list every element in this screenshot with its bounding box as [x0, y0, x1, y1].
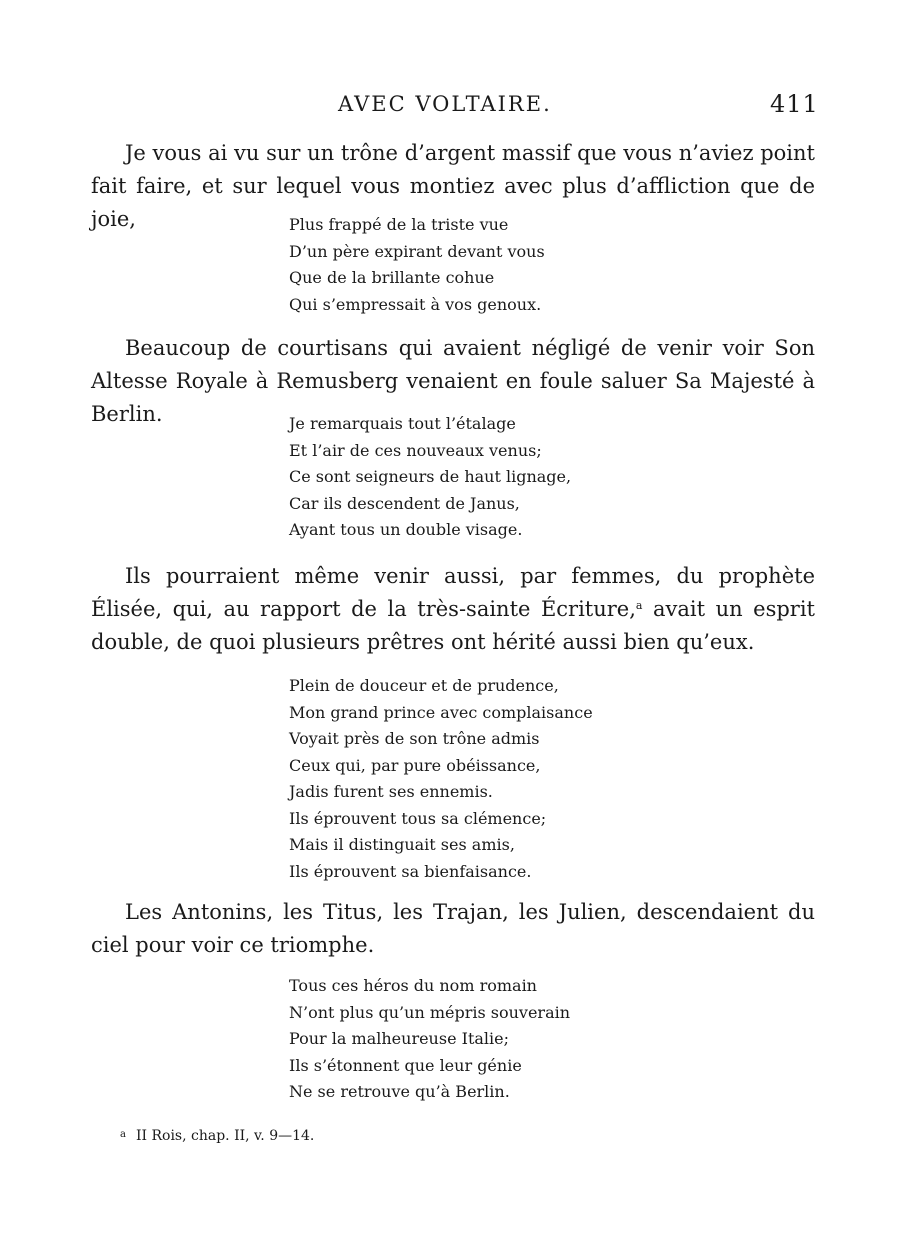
- verse-line: Tous ces héros du nom romain: [289, 976, 537, 995]
- verse-line: D’un père expirant devant vous: [289, 241, 545, 261]
- verse-line: Je remarquais tout l’étalage: [289, 414, 516, 433]
- paragraph-3: [91, 560, 815, 659]
- verse-line: Plein de douceur et de prudence,: [289, 676, 559, 695]
- verse-line: Ils éprouvent tous sa clémence;: [289, 808, 547, 828]
- paragraph-2: Beaucoup de courtisans qui avaient négligé de venir voir Son Altesse Royale à Remusberg venaient en foule saluer Sa Majesté à Berlin.: [91, 336, 815, 426]
- verse-line: Car ils descendent de Janus,: [289, 493, 520, 513]
- paragraph-1: Je vous ai vu sur un trône d’argent massif que vous n’aviez point fait faire, et sur lequel vous montiez avec plus d’affliction que de joie,: [91, 141, 815, 231]
- footnote: [120, 1128, 314, 1144]
- verse-line: Ayant tous un double visage.: [289, 520, 523, 539]
- footnote-reference: a: [635, 599, 643, 612]
- page-number: 411: [770, 90, 819, 118]
- paragraph-3-text: Ils pourraient même venir aussi, par femmes, du prophète Élisée, qui, au rapport de la très-sainte Écriture,: [91, 564, 815, 621]
- paragraph-3-text-continued: avait un esprit double, de quoi plusieurs prêtres ont hérité aussi bien qu’eux.: [91, 597, 815, 654]
- verse-line: Qui s’empressait à vos genoux.: [289, 294, 542, 314]
- verse-stanza-4: [289, 973, 570, 1106]
- footnote-mark: a: [120, 1129, 126, 1140]
- verse-line: N’ont plus qu’un mépris souverain: [289, 1002, 571, 1022]
- verse-line: Mon grand prince avec complaisance: [289, 702, 593, 722]
- verse-line: Voyait près de son trône admis: [289, 729, 540, 748]
- verse-stanza-1: [289, 212, 545, 318]
- verse-line: Pour la malheureuse Italie;: [289, 1029, 510, 1048]
- verse-line: Ils s’étonnent que leur génie: [289, 1055, 522, 1075]
- verse-line: Que de la brillante cohue: [289, 268, 495, 287]
- paragraph-4: Les Antonins, les Titus, les Trajan, les Julien, descendaient du ciel pour voir ce triomphe.: [91, 900, 815, 957]
- verse-line: Ceux qui, par pure obéissance,: [289, 755, 541, 775]
- running-title: AVEC VOLTAIRE.: [338, 92, 552, 116]
- verse-line: Jadis furent ses ennemis.: [289, 782, 493, 801]
- verse-line: Ce sont seigneurs de haut lignage,: [289, 467, 572, 486]
- verse-line: Ne se retrouve qu’à Berlin.: [289, 1082, 510, 1101]
- verse-line: Mais il distinguait ses amis,: [289, 835, 515, 854]
- verse-line: Et l’air de ces nouveaux venus;: [289, 440, 542, 460]
- verse-line: Ils éprouvent sa bienfaisance.: [289, 861, 532, 881]
- verse-line: Plus frappé de la triste vue: [289, 215, 509, 234]
- footnote-text: II Rois, chap. II, v. 9—14.: [135, 1128, 315, 1144]
- verse-stanza-2: [289, 411, 571, 544]
- verse-stanza-3: [289, 673, 593, 885]
